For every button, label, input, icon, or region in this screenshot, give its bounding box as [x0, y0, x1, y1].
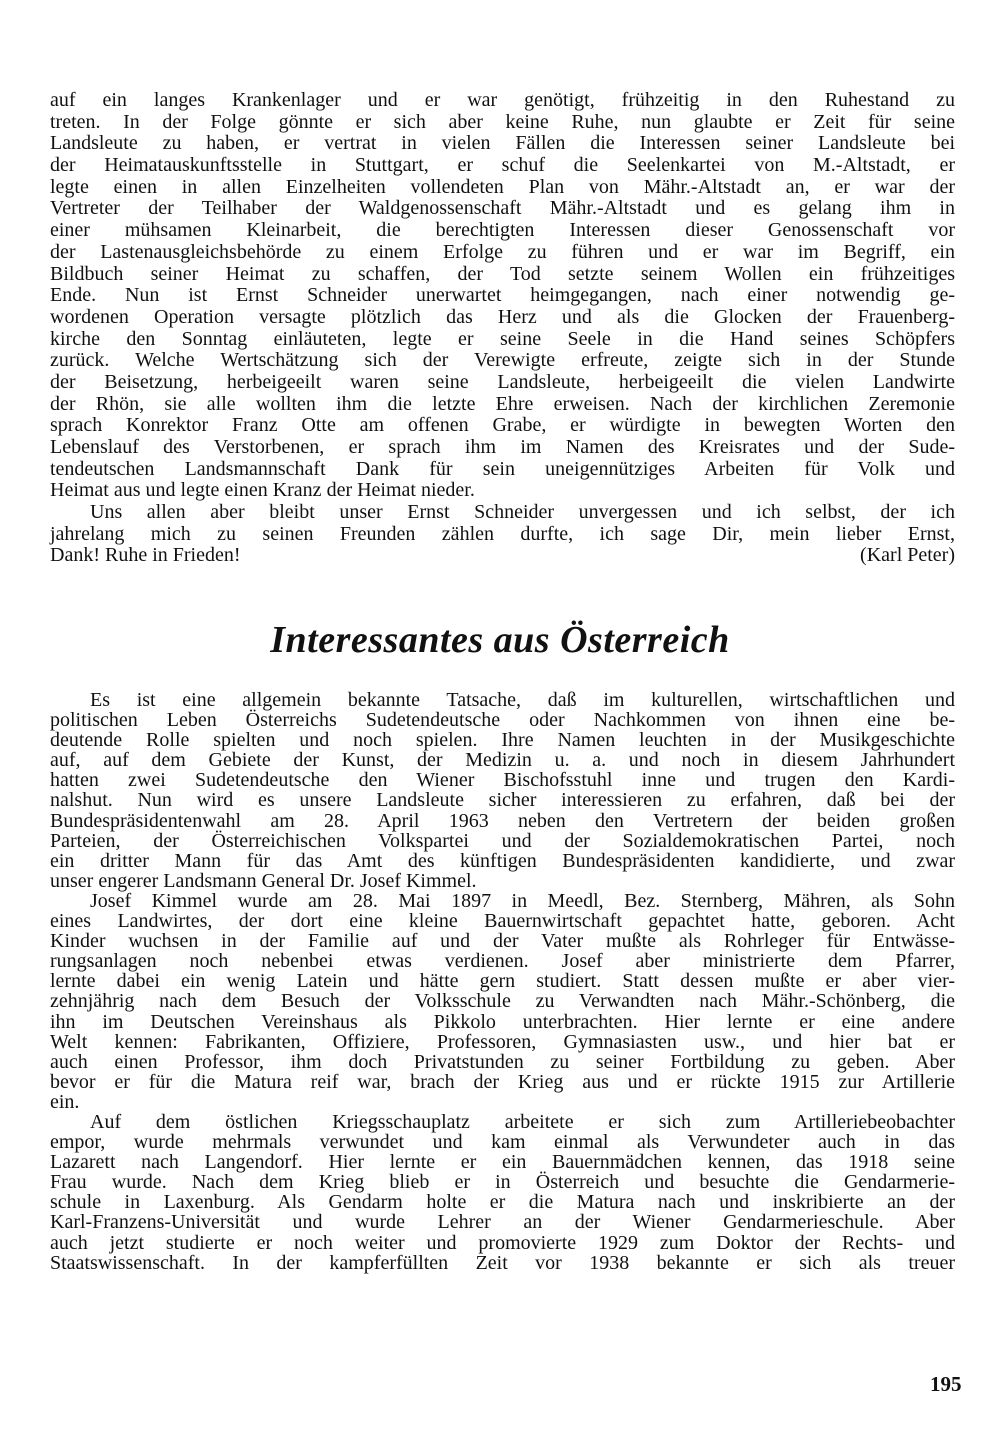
- article-schneider-obituary: [50, 90, 955, 567]
- text-line: Karl-Franzens-Universität und wurde Lehrer an der Wiener Gendarmerieschule. Aber: [50, 1211, 955, 1234]
- text-line: Kinder wuchsen in der Familie auf und der Vater mußte als Rohrleger für Entwässe-: [50, 930, 955, 953]
- paragraph: [50, 891, 955, 1112]
- text-line: Welt kennen: Fabrikanten, Offiziere, Professoren, Gymnasiasten usw., und hier bat er: [50, 1030, 955, 1053]
- article-title: Interessantes aus Österreich: [270, 619, 730, 661]
- text-line: hatten zwei Sudetendeutsche den Wiener Bischofsstuhl inne und trugen den Kardi-: [50, 769, 955, 792]
- text-line: ihn im Deutschen Vereinshaus als Pikkolo unterbrachten. Hier lernte er eine andere: [50, 1010, 955, 1033]
- text-line: schule in Laxenburg. Als Gendarm holte er die Matura nach und inskribierte an der: [50, 1191, 955, 1214]
- text-line: einer mühsamen Kleinarbeit, die berechtigten Interessen dieser Genossenschaft vor: [50, 219, 955, 242]
- text-line: zehnjährig nach dem Besuch der Volksschule zu Verwandten nach Mähr.-Schönberg, die: [50, 990, 955, 1013]
- text-line: der Lastenausgleichsbehörde zu einem Erfolge zu führen und er war im Begriff, ein: [50, 240, 955, 263]
- text-line: Ende. Nun ist Ernst Schneider unerwartet heimgegangen, nach einer notwendig ge-: [50, 284, 955, 307]
- text-line: auch jetzt studierte er noch weiter und promovierte 1929 zum Doktor der Rechts- und: [50, 1231, 955, 1254]
- text-line: legte einen in allen Einzelheiten vollendeten Plan von Mähr.-Altstadt an, er war der: [50, 175, 955, 198]
- text-line: auch einen Professor, ihm doch Privatstunden zu seiner Fortbildung zu geben. Aber: [50, 1050, 955, 1073]
- text-line: unser engerer Landsmann General Dr. Josef Kimmel.: [50, 869, 477, 892]
- text-line: Lazarett nach Langendorf. Hier lernte er ein Bauernmädchen kennen, das 1918 seine: [50, 1151, 955, 1174]
- paragraph: [50, 502, 955, 567]
- text-line: Josef Kimmel wurde am 28. Mai 1897 in Meedl, Bez. Sternberg, Mähren, als Sohn: [90, 889, 955, 912]
- text-line: Lebenslauf des Verstorbenen, er sprach ihm im Namen des Kreisrates und der Sude-: [50, 436, 955, 458]
- text-line: tendeutschen Landsmannschaft Dank für sein uneigennütziges Arbeiten für Volk und: [50, 457, 955, 480]
- text-line: lernte dabei ein wenig Latein und hätte gern studiert. Statt dessen mußte er aber vier-: [50, 970, 955, 993]
- text-line: empor, wurde mehrmals verwundet und kam einmal als Verwundeter auch in das: [50, 1131, 955, 1154]
- text-line: eines Landwirtes, der dort eine kleine Bauernwirtschaft gepachtet hatte, geboren. Acht: [50, 910, 955, 933]
- text-line: Bildbuch seiner Heimat zu schaffen, der Tod setzte seinem Wollen ein frühzeitiges: [50, 262, 955, 285]
- text-line-content: Dank! Ruhe in Frieden!: [50, 544, 241, 567]
- text-line: treten. In der Folge gönnte er sich aber keine Ruhe, nun glaubte er Zeit für seine: [50, 110, 955, 133]
- text-line: auf, auf dem Gebiete der Kunst, der Medizin u. a. und noch in diesem Jahrhundert: [50, 749, 955, 772]
- text-line: Frau wurde. Nach dem Krieg blieb er in Österreich und besuchte die Gendarmerie-: [50, 1171, 955, 1194]
- text-line: der Heimatauskunftsstelle in Stuttgart, er schuf die Seelenkartei von M.-Altstadt, er: [50, 154, 955, 177]
- text-line: zurück. Welche Wertschätzung sich der Verewigte erfreute, zeigte sich in der Stunde: [50, 349, 955, 372]
- text-line: Vertreter der Teilhaber der Waldgenossenschaft Mähr.-Altstadt und es gelang ihm in: [50, 197, 955, 220]
- text-line: kirche den Sonntag einläuteten, legte er seine Seele in die Hand seines Schöpfers: [50, 327, 955, 350]
- text-line: ein.: [50, 1090, 80, 1113]
- paragraph: [50, 90, 955, 502]
- text-line: [50, 545, 955, 567]
- text-line: der Beisetzung, herbeigeeilt waren seine Landsleute, herbeigeeilt die vielen Landwirte: [50, 370, 955, 393]
- text-line: Landsleute zu haben, er vertrat in vielen Fällen die Interessen seiner Landsleute bei: [50, 132, 955, 155]
- text-line: Heimat aus und legte einen Kranz der Heimat nieder.: [50, 479, 475, 502]
- text-line: ein dritter Mann für das Amt des künftigen Bundespräsidenten kandidierte, und zwar: [50, 849, 955, 872]
- author-signature: (Karl Peter): [860, 544, 955, 567]
- text-line: wordenen Operation versagte plötzlich das Herz und als die Glocken der Frauenberg-: [50, 305, 955, 328]
- text-line: jahrelang mich zu seinen Freunden zählen durfte, ich sage Dir, mein lieber Ernst,: [50, 522, 955, 545]
- text-line: auf ein langes Krankenlager und er war genötigt, frühzeitig in den Ruhestand zu: [50, 89, 955, 111]
- text-line: Staatswissenschaft. In der kampferfüllten Zeit vor 1938 bekannte er sich als treuer: [50, 1251, 955, 1274]
- text-line: Es ist eine allgemein bekannte Tatsache, daß im kulturellen, wirtschaftlichen und: [90, 689, 955, 711]
- text-line: Uns allen aber bleibt unser Ernst Schneider unvergessen und ich selbst, der ich: [90, 501, 955, 524]
- paragraph: [50, 690, 955, 891]
- text-line: Bundespräsidentenwahl am 28. April 1963 neben den Vertretern der beiden großen: [50, 809, 955, 832]
- text-line: nalshut. Nun wird es unsere Landsleute sicher interessieren zu erfahren, daß bei der: [50, 789, 955, 812]
- text-line: politischen Leben Österreichs Sudetendeutsche oder Nachkommen von ihnen eine be-: [50, 709, 955, 732]
- page-number: 195: [930, 1372, 962, 1396]
- article-interessantes-aus-oesterreich: [50, 690, 955, 1273]
- text-line: deutende Rolle spielten und noch spielen. Ihre Namen leuchten in der Musikgeschichte: [50, 729, 955, 752]
- text-line: der Rhön, sie alle wollten ihm die letzte Ehre erweisen. Nach der kirchlichen Zeremonie: [50, 392, 955, 415]
- text-line: Auf dem östlichen Kriegsschauplatz arbeitete er sich zum Artilleriebeobachter: [90, 1110, 955, 1133]
- paragraph: [50, 1112, 955, 1273]
- text-line: sprach Konrektor Franz Otte am offenen Grabe, er würdigte in bewegten Worten den: [50, 414, 955, 437]
- text-line: Parteien, der Österreichischen Volkspartei und der Sozialdemokratischen Partei, noch: [50, 829, 955, 852]
- text-line: bevor er für die Matura reif war, brach der Krieg aus und er rückte 1915 zur Artillerie: [50, 1070, 955, 1093]
- text-line: rungsanlagen noch nebenbei etwas verdienen. Josef aber ministrierte dem Pfarrer,: [50, 950, 955, 973]
